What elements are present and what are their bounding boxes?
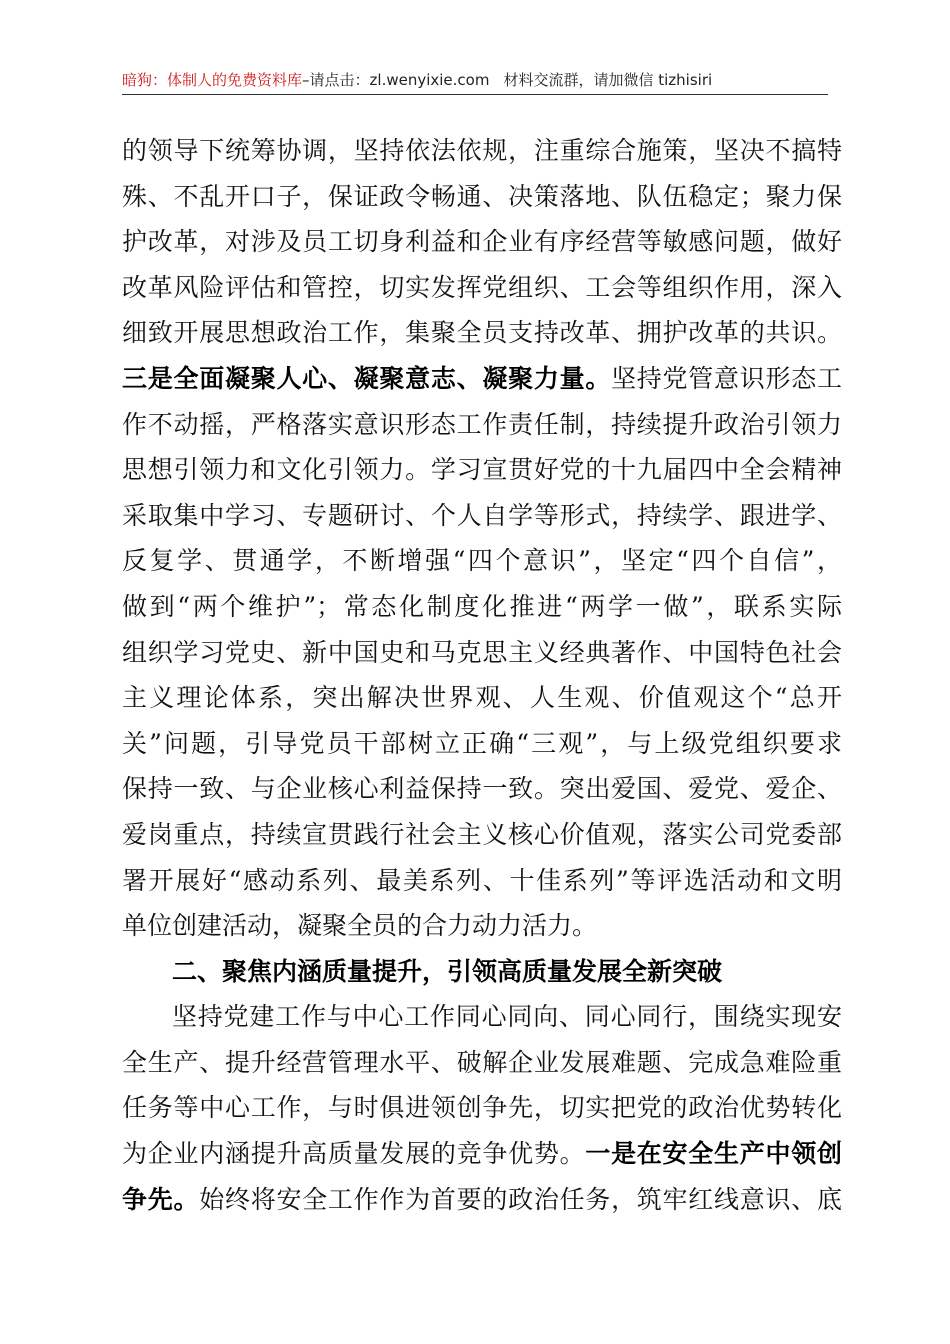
text-line: 爱岗重点，持续宣贯践行社会主义核心价值观，落实公司党委部 bbox=[122, 819, 842, 849]
text-line: 关”问题，引导党员干部树立正确“三观”，与上级党组织要求 bbox=[122, 728, 842, 758]
text-line: 护改革，对涉及员工切身利益和企业有序经营等敏感问题，做好 bbox=[122, 227, 842, 257]
text-line: 采取集中学习、专题研讨、个人自学等形式，持续学、跟进学、 bbox=[122, 500, 842, 530]
line-rest: 坚持党管意识形态工 bbox=[611, 363, 842, 393]
text-line: 的领导下统筹协调，坚持依法依规，注重综合施策，坚决不搞特 bbox=[122, 136, 842, 165]
text-line bbox=[122, 356, 842, 402]
header-url-link[interactable]: zl.wenyixie.com bbox=[369, 71, 490, 89]
text-line: 保持一致、与企业核心利益保持一致。突出爱国、爱党、爱企、 bbox=[122, 774, 842, 804]
text-line: 细致开展思想政治工作，集聚全员支持改革、拥护改革的共识。 bbox=[122, 318, 842, 348]
bold-lead: 三是全面凝聚人心、凝聚意志、凝聚力量。 bbox=[122, 363, 612, 393]
text-line: 署开展好“感动系列、最美系列、十佳系列”等评选活动和文明 bbox=[122, 865, 842, 895]
header-contact: 材料交流群，请加微信 tizhisiri bbox=[503, 71, 713, 89]
line-rest: 始终将安全工作作为首要的政治任务，筑牢红线意识、底 bbox=[199, 1184, 842, 1214]
text-line: 作不动摇，严格落实意识形态工作责任制，持续提升政治引领力 bbox=[122, 409, 842, 439]
text-line: 单位创建活动，凝聚全员的合力动力活力。 bbox=[122, 911, 598, 941]
text-line: 做到“两个维护”；常态化制度化推进“两学一做”，联系实际 bbox=[122, 591, 842, 621]
text-line: 坚持党建工作与中心工作同心同向、同心同行，围绕实现安 bbox=[172, 1002, 842, 1032]
text-line: 殊、不乱开口子，保证政令畅通、决策落地、队伍稳定；聚力保 bbox=[122, 181, 842, 211]
text-line: 反复学、贯通学，不断增强“四个意识”，坚定“四个自信”， bbox=[122, 546, 842, 576]
bold-lead: 一是在安全生产中领创 bbox=[585, 1139, 842, 1169]
text-line: 任务等中心工作，与时俱进领创争先，切实把党的政治优势转化 bbox=[122, 1093, 842, 1123]
text-line: 全生产、提升经营管理水平、破解企业发展难题、完成急难险重 bbox=[122, 1047, 842, 1077]
text-line: 组织学习党史、新中国史和马克思主义经典著作、中国特色社会 bbox=[122, 637, 842, 667]
header-title: 暗狗：体制人的免费资料库 bbox=[122, 71, 303, 89]
bold-lead: 争先。 bbox=[122, 1184, 200, 1214]
line-rest: 为企业内涵提升高质量发展的竞争优势。 bbox=[122, 1139, 586, 1169]
text-line: 改革风险评估和管控，切实发挥党组织、工会等组织作用，深入 bbox=[122, 272, 842, 302]
text-line: 思想引领力和文化引领力。学习宣贯好党的十九届四中全会精神 bbox=[122, 455, 842, 485]
text-line: 主义理论体系，突出解决世界观、人生观、价值观这个“总开 bbox=[122, 683, 842, 713]
document-body bbox=[122, 128, 842, 1222]
section-heading: 二、聚焦内涵质量提升，引领高质量发展全新突破 bbox=[172, 956, 723, 986]
page-header bbox=[122, 66, 828, 95]
header-prompt: –请点击： bbox=[302, 71, 370, 89]
text-line bbox=[122, 1177, 842, 1223]
text-line bbox=[122, 1131, 842, 1177]
